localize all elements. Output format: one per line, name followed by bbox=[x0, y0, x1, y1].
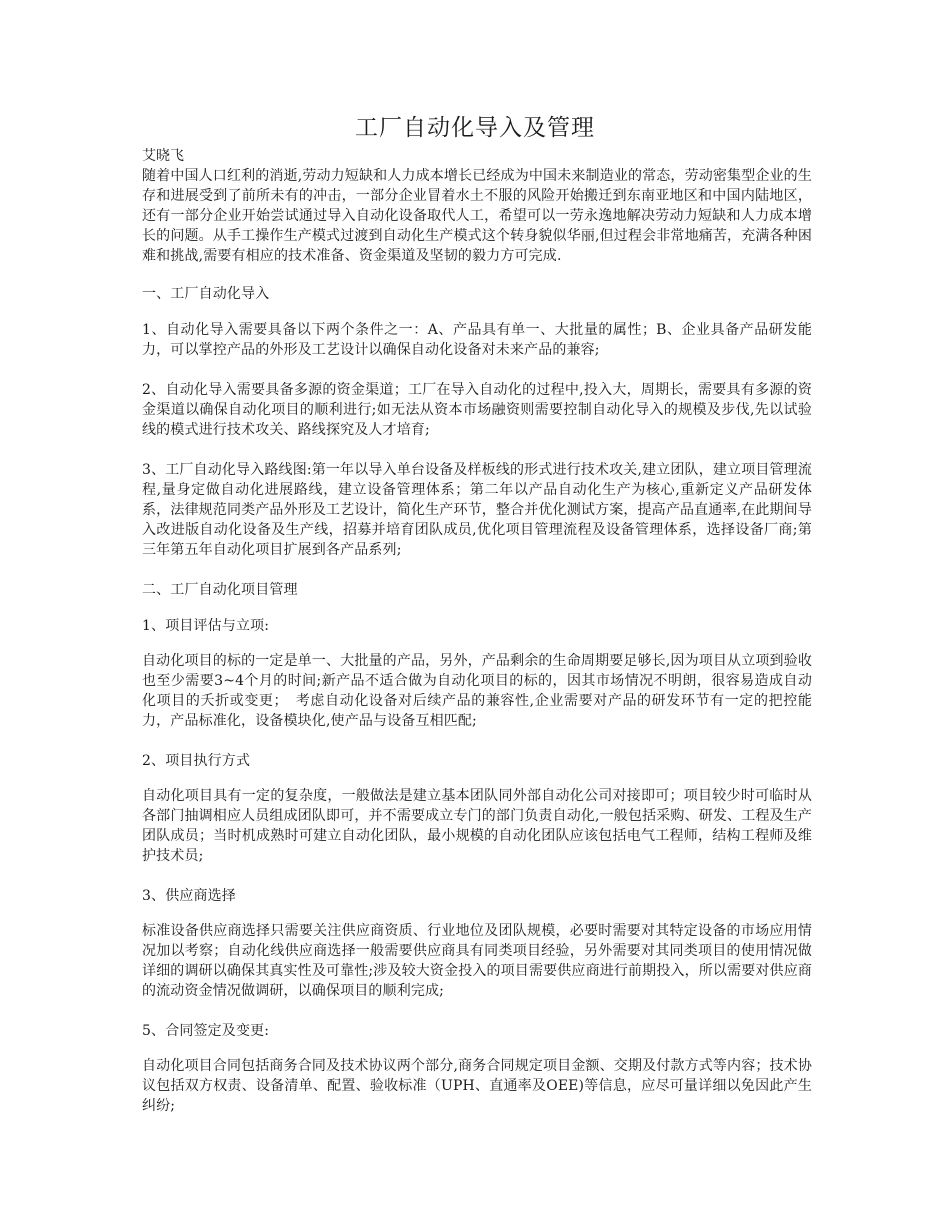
subsection-body-contract: 自动化项目合同包括商务合同及技术协议两个部分,商务合同规定项目金额、交期及付款方式等内容；技术协议包括双方权责、设备清单、配置、验收标准（UPH、直通率及OEE)等信息，应尽可量详细以免因此产生纠纷; bbox=[142, 1058, 812, 1114]
section-heading-1: 一、工厂自动化导入 bbox=[142, 286, 270, 302]
subsection-heading-project-evaluation: 1、项目评估与立项: bbox=[142, 618, 270, 634]
subsection-body-supplier-selection: 标准设备供应商选择只需要关注供应商资质、行业地位及团队规模，必要时需要对其特定设备的市场应用情况加以考察；自动化线供应商选择一般需要供应商具有同类项目经验，另外需要对其同类项目的使用情况做详细的调研以确保其真实性及可靠性;涉及较大资金投入的项目需要供应商进行前期投入，所以需要对供应商的流动资金情况做调研，以确保项目的顺利完成; bbox=[142, 923, 812, 999]
subsection-body-project-evaluation: 自动化项目的标的一定是单一、大批量的产品，另外，产品剩余的生命周期要足够长,因为项目从立项到验收也至少需要3~4个月的时间;新产品不适合做为自动化项目的标的，因其市场情况不明朗，很容易造成自动化项目的夭折或变更； 考虑自动化设备对后续产品的兼容性,企业需要对产品的研发环节有一定的把控能力，产品标准化，设备模块化,使产品与设备互相匹配; bbox=[142, 653, 812, 729]
section1-item-1: 1、自动化导入需要具备以下两个条件之一：A、产品具有单一、大批量的属性；B、企业具备产品研发能力，可以掌控产品的外形及工艺设计以确保自动化设备对未来产品的兼容; bbox=[142, 322, 812, 358]
section1-item-3: 3、工厂自动化导入路线图:第一年以导入单台设备及样板线的形式进行技术攻关,建立团队，建立项目管理流程,量身定做自动化进展路线，建立设备管理体系；第二年以产品自动化生产为核心,重新定义产品研发体系，法律规范同类产品外形及工艺设计，简化生产环节，整合并优化测试方案，提高产品直通率,在此期间导入改进版自动化设备及生产线，招募并培育团队成员,优化项目管理流程及设备管理体系，选择设备厂商;第三年第五年自动化项目扩展到各产品系列; bbox=[142, 462, 812, 558]
document-author: 艾晓飞 bbox=[142, 148, 184, 164]
intro-paragraph: 随着中国人口红利的消逝,劳动力短缺和人力成本增长已经成为中国未来制造业的常态，劳动密集型企业的生存和进展受到了前所未有的冲击，一部分企业冒着水土不服的风险开始搬迁到东南亚地区和中国内陆地区，还有一部分企业开始尝试通过导入自动化设备取代人工，希望可以一劳永逸地解决劳动力短缺和人力成本增长的问题。从手工操作生产模式过渡到自动化生产模式这个转身貌似华丽,但过程会非常地痛苦，充满各种困难和挑战,需要有相应的技术准备、资金渠道及坚韧的毅力方可完成. bbox=[142, 168, 812, 264]
subsection-heading-supplier-selection: 3、供应商选择 bbox=[142, 888, 236, 904]
subsection-heading-execution-mode: 2、项目执行方式 bbox=[142, 753, 251, 769]
section-heading-2: 二、工厂自动化项目管理 bbox=[142, 582, 298, 598]
document-body bbox=[142, 166, 812, 1136]
subsection-heading-contract: 5、合同签定及变更: bbox=[142, 1023, 270, 1039]
subsection-body-execution-mode: 自动化项目具有一定的复杂度，一般做法是建立基本团队同外部自动化公司对接即可；项目较少时可临时从各部门抽调相应人员组成团队即可，并不需要成立专门的部门负责自动化,一般包括采购、研发、工程及生产团队成员；当时机成熟时可建立自动化团队，最小规模的自动化团队应该包括电气工程师，结构工程师及维护技术员; bbox=[142, 788, 812, 864]
section1-item-2: 2、自动化导入需要具备多源的资金渠道；工厂在导入自动化的过程中,投入大，周期长，需要具有多源的资金渠道以确保自动化项目的顺利进行;如无法从资本市场融资则需要控制自动化导入的规模及步伐,先以试验线的模式进行技术攻关、路线探究及人才培育; bbox=[142, 382, 812, 438]
document-title: 工厂自动化导入及管理 bbox=[355, 115, 595, 141]
